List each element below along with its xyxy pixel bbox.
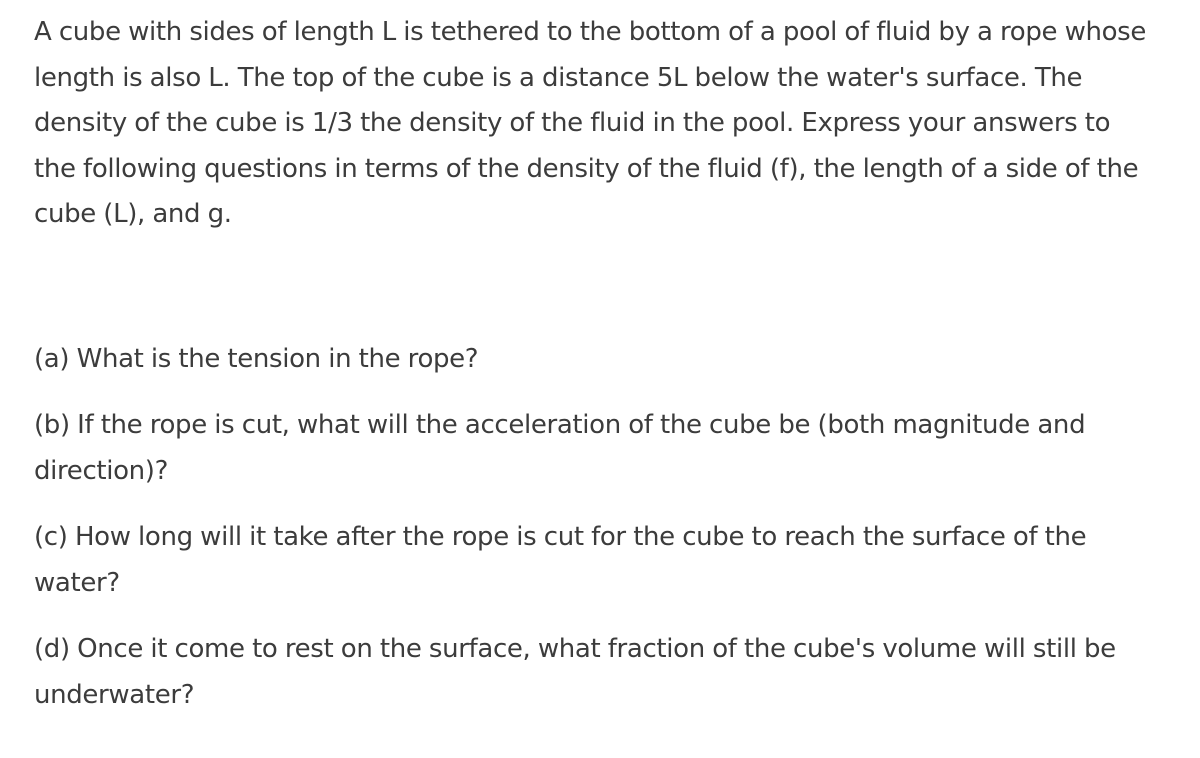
- question-a: (a) What is the tension in the rope?: [34, 343, 479, 374]
- question-c: (c) How long will it take after the rope is cut for the cube to reach the surface of the water?: [34, 522, 1087, 598]
- question-d: (d) Once it come to rest on the surface, what fraction of the cube's volume will still be underwater?: [34, 634, 1116, 710]
- question-list: [34, 337, 1140, 719]
- problem-statement: A cube with sides of length L is tethered to the bottom of a pool of fluid by a rope whose length is also L. The top of the cube is a distance 5L below the water's surface. The density of the cube is 1/3 the density of the fluid in the pool. Express your answers to the following questions in terms of the density of the fluid (f), the length of a side of the cube (L), and g.: [34, 17, 1147, 229]
- question-b: (b) If the rope is cut, what will the acceleration of the cube be (both magnitude and direction)?: [34, 410, 1086, 486]
